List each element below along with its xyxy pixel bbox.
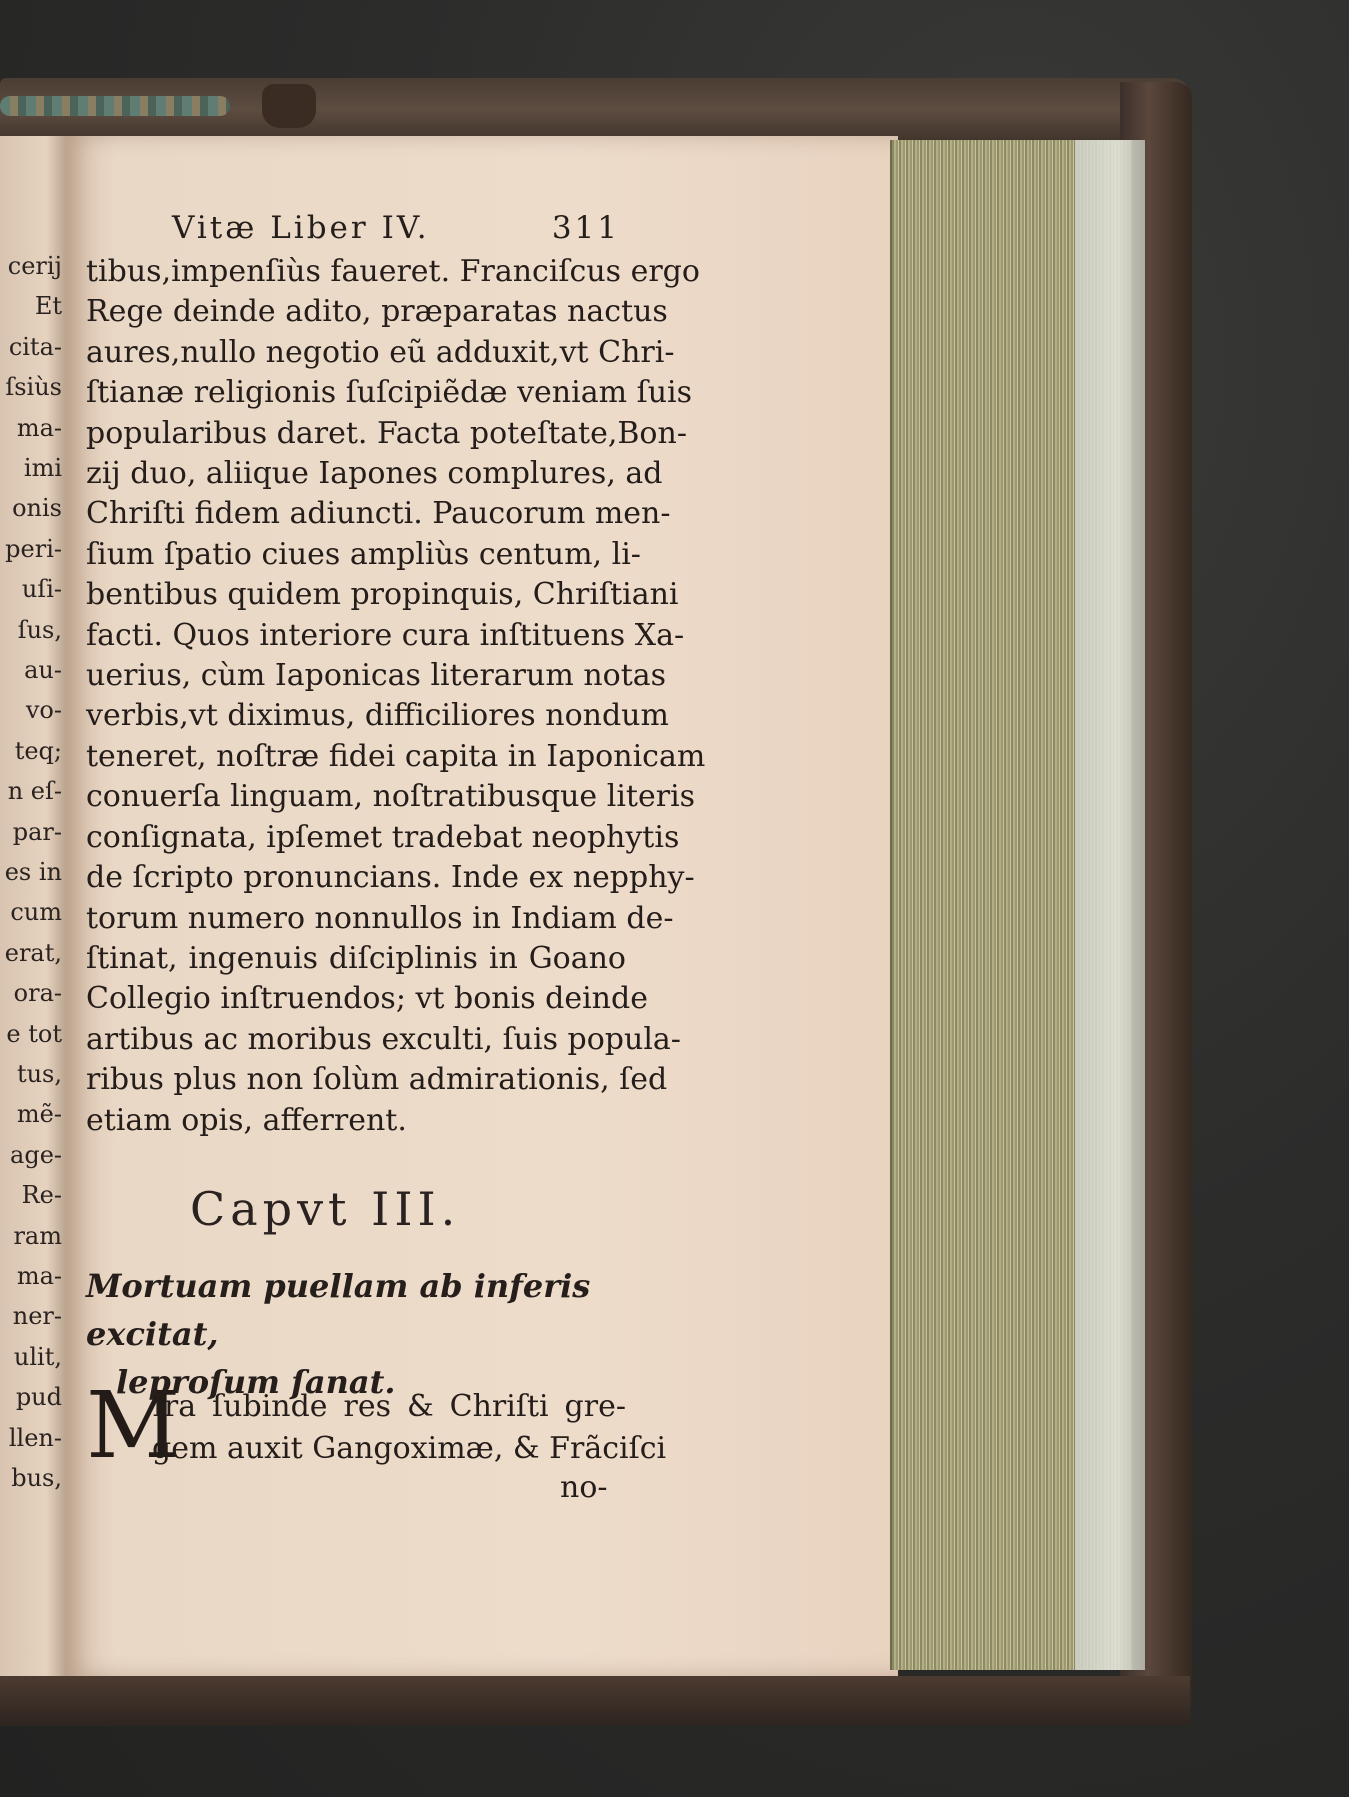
chapter-summary-line: leproſum ſanat. (116, 1363, 396, 1401)
left-page-fragment: teq; (14, 736, 62, 765)
text-line: torum numero nonnullos in Indiam de- (86, 900, 674, 936)
text-line: de ſcripto pronuncians. Inde ex nepphy- (86, 860, 695, 896)
left-page-fragment: Re- (21, 1181, 62, 1210)
left-page-fragment: uſi- (21, 575, 62, 604)
text-line: verbis,vt diximus, difficiliores nondum (86, 698, 669, 734)
text-line: conuerſa linguam, noſtratibusque literis (86, 779, 696, 815)
left-page-fragment: llen- (8, 1423, 62, 1452)
text-line: facti. Quos interiore cura inſtituens Xa- (86, 617, 685, 653)
left-page-edge (0, 136, 66, 1696)
page-block-highlight (1075, 140, 1145, 1670)
text-line: Ira ſubinde res & Chriſti gre- (152, 1389, 626, 1424)
left-page-fragment: ram (13, 1221, 62, 1250)
left-page-fragment: par- (12, 817, 62, 846)
text-line: etiam opis, afferrent. (86, 1102, 407, 1138)
opening-paragraph (152, 1386, 667, 1470)
binding-cord (0, 96, 230, 116)
left-page-fragment: bus, (11, 1464, 62, 1492)
left-page-fragment: es in (4, 858, 62, 886)
book-clasp (262, 84, 316, 128)
left-page-fragment: cerij (7, 252, 62, 280)
left-page-fragment: ulit, (13, 1342, 62, 1371)
left-page-fragment: cita- (8, 332, 62, 361)
left-page-fragment: cum (10, 898, 62, 927)
text-line: ſium ſpatio ciues ampliùs centum, li- (86, 536, 641, 572)
page-number: 311 (551, 210, 620, 246)
left-page-fragment: peri- (5, 534, 62, 563)
text-line: ribus plus non ſolùm admirationis, ſed (86, 1062, 668, 1098)
text-line: uerius, cùm Iaponicas literarum notas (86, 658, 667, 694)
text-line: Collegio inſtruendos; vt bonis deinde (86, 981, 648, 1017)
running-head (172, 210, 620, 246)
text-line: bentibus quidem propinquis, Chriſtiani (86, 577, 679, 613)
text-line: popularibus daret. Facta poteſtate,Bon- (86, 415, 687, 451)
left-page-fragment: Et (34, 292, 62, 321)
running-head-title: Vitæ Liber IV. (172, 210, 430, 246)
text-line: tibus,impenſiùs faueret. Franciſcus ergo (86, 254, 700, 289)
left-page-fragment: erat, (4, 938, 62, 967)
left-page-fragment: ſus, (17, 615, 62, 644)
text-line: gem auxit Gangoximæ, & Frãciſci (152, 1431, 667, 1466)
left-page-fragment: ma- (16, 413, 62, 442)
left-page-fragment: pud (15, 1383, 62, 1412)
text-line: Rege deinde adito, præparatas nactus (86, 294, 668, 330)
left-page-fragment: ner- (12, 1302, 62, 1331)
left-page-fragment: onis (12, 494, 62, 523)
chapter-heading: Capvt III. (190, 1182, 461, 1236)
text-line: Chriſti fidem adiuncti. Paucorum men- (86, 496, 671, 532)
text-line: zij duo, aliique Iapones complures, ad (86, 456, 663, 492)
left-page-fragment: mẽ- (16, 1100, 62, 1129)
text-line: artibus ac moribus exculti, ſuis popula- (86, 1021, 681, 1057)
left-page-fragment: au- (24, 656, 62, 684)
left-page-fragment: n eſ- (7, 777, 62, 806)
text-line: ſtianæ religionis ſuſcipiẽdæ veniam ſuis (86, 375, 693, 411)
catchword: no- (560, 1470, 608, 1505)
chapter-summary-line: Mortuam puellam ab inferis excitat, (86, 1267, 591, 1353)
left-page-fragment: e tot (6, 1019, 62, 1048)
text-line: conſignata, ipſemet tradebat neophytis (86, 819, 680, 855)
drop-cap: M (86, 1372, 181, 1479)
left-page-fragment: tus, (16, 1060, 62, 1088)
body-text (86, 252, 706, 1141)
left-page-fragment: age- (10, 1140, 62, 1169)
book-bottom (0, 1676, 1190, 1726)
text-line: aures,nullo negotio eũ adduxit,vt Chri- (86, 334, 675, 370)
left-page-fragment: imi (23, 454, 62, 482)
text-line: ſtinat, ingenuis diſciplinis in Goano (86, 940, 626, 976)
left-page-fragment: vo- (25, 696, 62, 725)
left-page-fragment: ora- (13, 979, 62, 1008)
text-line: teneret, noſtræ fidei capita in Iaponicam (86, 738, 706, 774)
left-page-fragment: ſsiùs (5, 373, 62, 402)
left-page-fragment: ma- (16, 1262, 62, 1290)
